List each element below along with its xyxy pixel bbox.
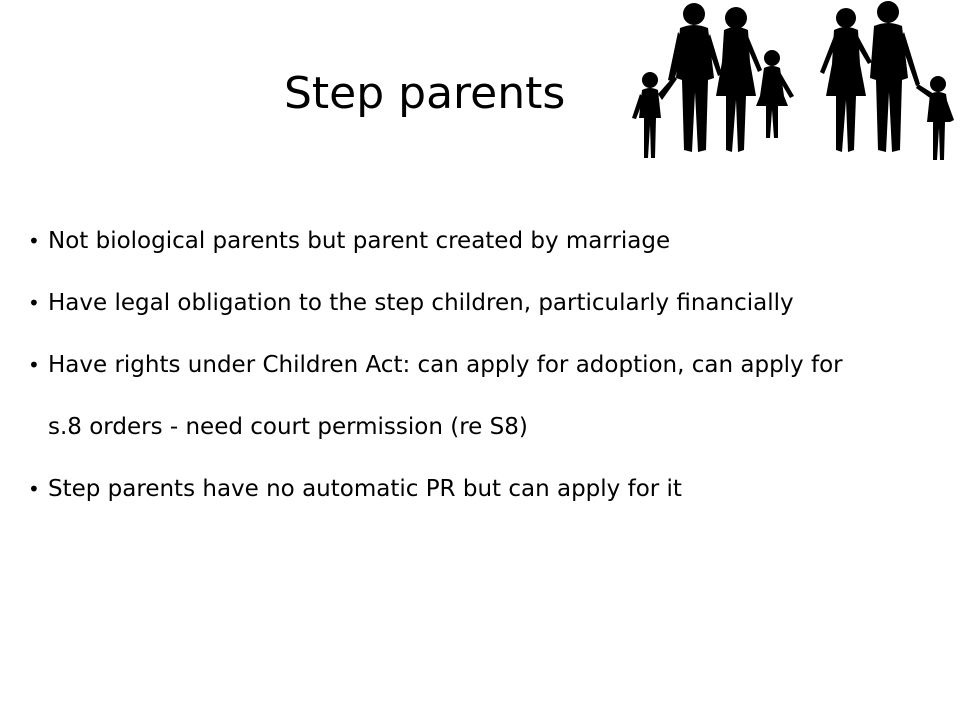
adult-figure-man-1: [668, 3, 722, 152]
child-figure-left: [632, 72, 677, 158]
bullet-marker: •: [28, 477, 40, 501]
bullet-marker: •: [28, 229, 40, 253]
bullet-item: [28, 272, 928, 334]
child-figure-right: [916, 76, 954, 160]
bullet-text: Step parents have no automatic PR but can apply for it: [48, 476, 682, 502]
bullet-item: [28, 334, 928, 458]
bullet-marker: •: [28, 353, 40, 377]
bullet-text: Not biological parents but parent created by marriage: [48, 228, 671, 254]
child-figure-girl: [756, 50, 794, 138]
bullet-marker: •: [28, 291, 40, 315]
slide-title: Step parents: [284, 68, 566, 119]
family-silhouette-icon: [628, 0, 960, 170]
bullet-text: Have legal obligation to the step children, particularly financially: [48, 290, 794, 316]
bullet-item: [28, 210, 928, 272]
bullet-text: Have rights under Children Act: can apply for adoption, can apply for s.8 orders - need court permission (re S8): [48, 352, 843, 440]
bullet-item: [28, 458, 928, 520]
adult-figure-man-2: [870, 1, 920, 152]
adult-figure-woman-2: [820, 8, 872, 152]
adult-figure-woman-1: [716, 7, 762, 152]
bullet-list: [28, 210, 928, 520]
